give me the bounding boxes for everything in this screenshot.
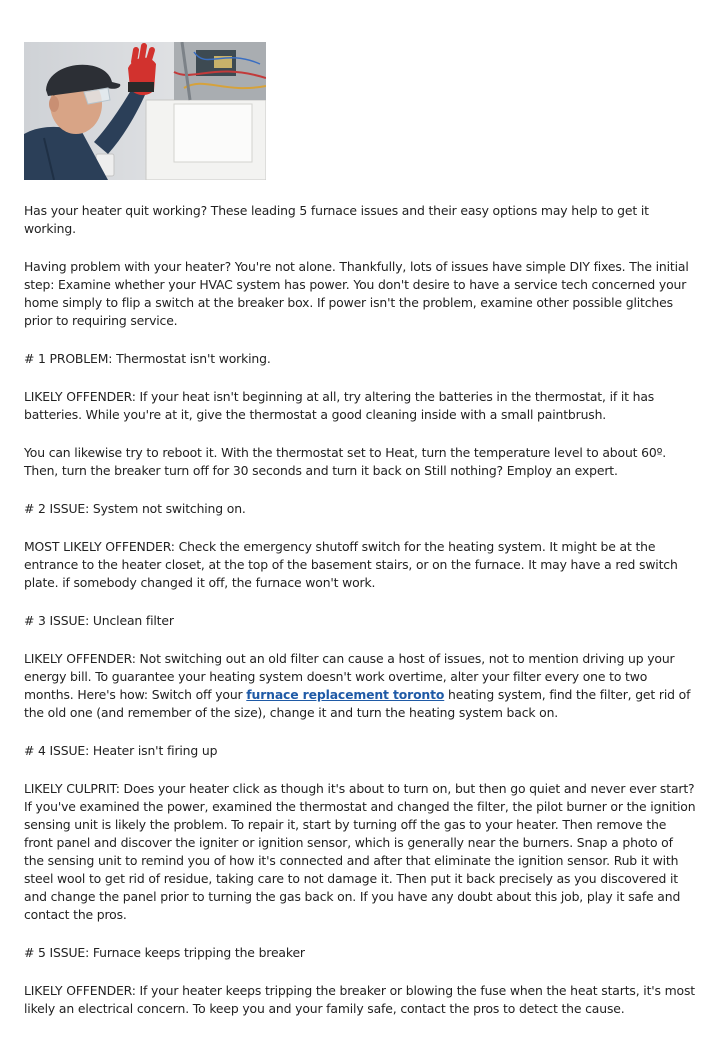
article-body [24, 202, 696, 1018]
issue-2-paragraph: MOST LIKELY OFFENDER: Check the emergency shutoff switch for the heating system. It might be at the entrance to the heater closet, at the top of the basement stairs, or on the furnace. It may have a red switch plate. if somebody changed it off, the furnace won't work. [24, 539, 678, 590]
issue-3-text-before-link: LIKELY OFFENDER: Not switching out an old filter can cause a host of issues, not to mention driving up your energy bill. To guarantee your heating system doesn't work overtime, alter your filter every one to two months. Here's how: Switch off your [24, 651, 675, 702]
issue-3-paragraph [24, 650, 696, 722]
page [24, 42, 696, 1038]
issue-1-paragraph: LIKELY OFFENDER: If your heat isn't beginning at all, try altering the batteries in the thermostat, if it has batteries. While you're at it, give the thermostat a good cleaning inside with a small paintbrush. [24, 389, 655, 422]
issue-4-heading: # 4 ISSUE: Heater isn't firing up [24, 743, 218, 758]
issue-4-paragraph: LIKELY CULPRIT: Does your heater click as though it's about to turn on, but then go quiet and never ever start? If you've examined the power, examined the thermostat and changed the filter, the pilot burner or the ignition sensing unit is likely the problem. To repair it, start by turning off the gas to your heater. Then remove the front panel and discover the igniter or ignition sensor, which is generally near the burners. Snap a photo of the sensing unit to remind you of how it's connected and after that eliminate the ignition sensor. Rub it with steel wool to get rid of residue, taking care to not damage it. Then put it back precisely as you discovered it and change the panel prior to turning the gas back on. If you have any doubt about this job, play it safe and contact the pros. [24, 781, 696, 922]
hero-image [24, 42, 266, 180]
issue-5-heading: # 5 ISSUE: Furnace keeps tripping the breaker [24, 945, 305, 960]
furnace-replacement-link[interactable]: furnace replacement toronto [246, 687, 445, 702]
intro-paragraph: Has your heater quit working? These leading 5 furnace issues and their easy options may help to get it working. [24, 203, 649, 236]
issue-1-heading: # 1 PROBLEM: Thermostat isn't working. [24, 351, 271, 366]
technician-photo [24, 42, 266, 180]
issue-5-paragraph: LIKELY OFFENDER: If your heater keeps tripping the breaker or blowing the fuse when the heat starts, it's most likely an electrical concern. To keep you and your family safe, contact the pros to detect the cause. [24, 983, 695, 1016]
issue-3-heading: # 3 ISSUE: Unclean filter [24, 613, 174, 628]
issue-2-heading: # 2 ISSUE: System not switching on. [24, 501, 246, 516]
issue-3-text-after-link: heating system, find the filter, get rid of the old one (and remember of the size), change it and turn the heating system back on. [24, 687, 691, 720]
overview-paragraph: Having problem with your heater? You're not alone. Thankfully, lots of issues have simple DIY fixes. The initial step: Examine whether your HVAC system has power. You don't desire to have a service tech concerned your home simply to flip a switch at the breaker box. If power isn't the problem, examine other possible glitches prior to requiring service. [24, 259, 689, 328]
issue-1-reboot-paragraph: You can likewise try to reboot it. With the thermostat set to Heat, turn the temperature level to about 60º. Then, turn the breaker turn off for 30 seconds and turn it back on Still nothing? Employ an expert. [24, 445, 667, 478]
